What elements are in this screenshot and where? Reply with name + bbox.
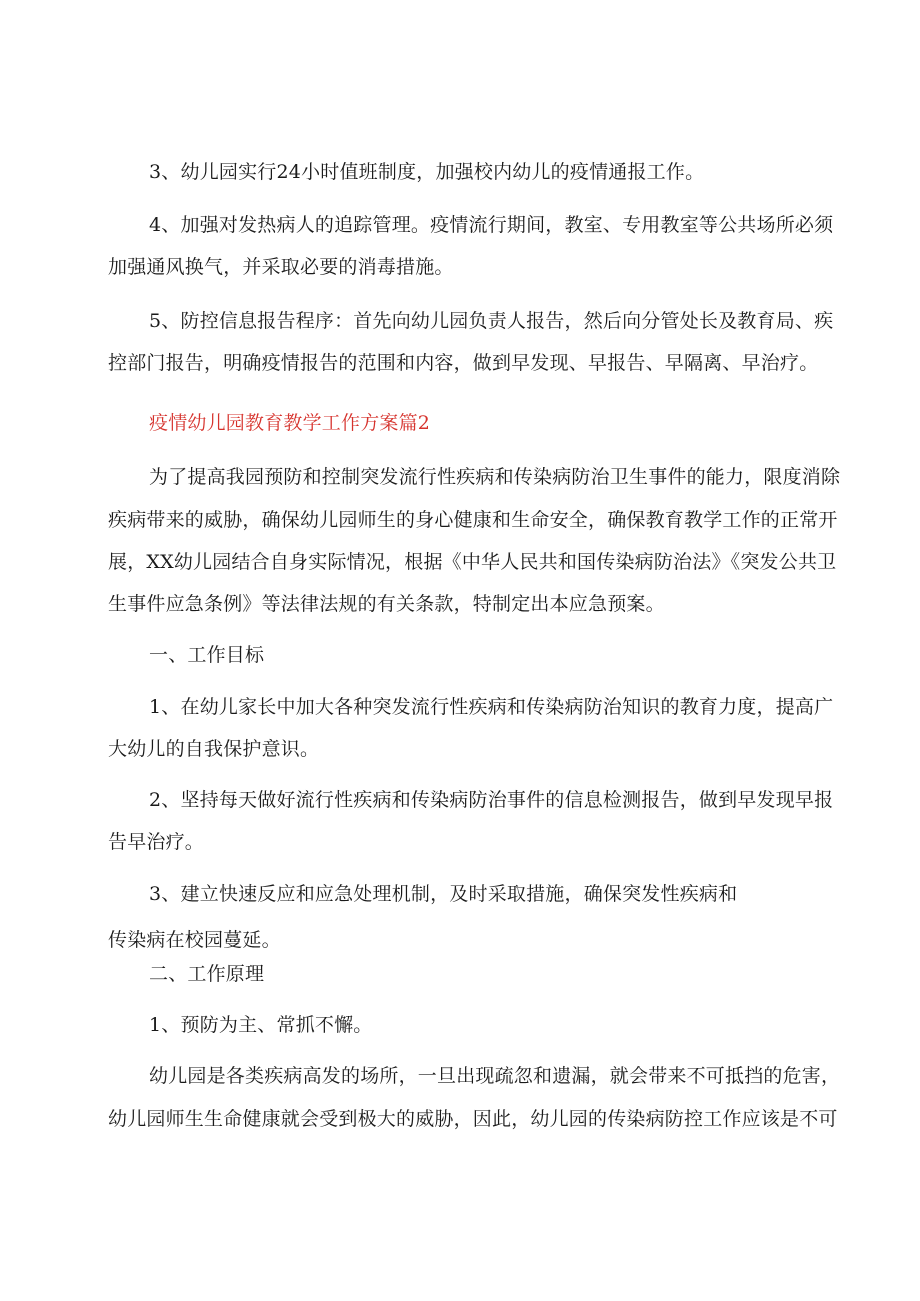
paragraph-item-5-line-2: 控部门报告，明确疫情报告的范围和内容，做到早发现、早报告、早隔离、早治疗。 bbox=[108, 352, 819, 374]
goal-3-line-2: 传染病在校园蔓延。 bbox=[108, 929, 281, 951]
paragraph-item-4-line-2: 加强通风换气，并采取必要的消毒措施。 bbox=[108, 256, 454, 278]
subheading-work-principles: 二、工作原理 bbox=[149, 963, 265, 985]
principle-1: 1、预防为主、常抓不懈。 bbox=[149, 1014, 373, 1036]
body-paragraph-line-2: 幼儿园师生生命健康就会受到极大的威胁，因此，幼儿园的传染病防控工作应该是不可 bbox=[108, 1108, 838, 1130]
intro-paragraph-line-3: 展，XX幼儿园结合自身实际情况，根据《中华人民共和国传染病防治法》《突发公共卫 bbox=[108, 551, 837, 573]
paragraph-item-5-line-1: 5、防控信息报告程序：首先向幼儿园负责人报告，然后向分管处长及教育局、疾 bbox=[149, 310, 834, 332]
intro-paragraph-line-2: 疾病带来的威胁，确保幼儿园师生的身心健康和生命安全，确保教育教学工作的正常开 bbox=[108, 509, 838, 531]
intro-paragraph-line-1: 为了提高我园预防和控制突发流行性疾病和传染病防治卫生事件的能力，限度消除 bbox=[149, 466, 841, 488]
goal-1-line-1: 1、在幼儿家长中加大各种突发流行性疾病和传染病防治知识的教育力度，提高广 bbox=[149, 696, 834, 718]
section-heading: 疫情幼儿园教育教学工作方案篇2 bbox=[149, 412, 431, 434]
body-paragraph-line-1: 幼儿园是各类疾病高发的场所，一旦出现疏忽和遗漏，就会带来不可抵挡的危害， bbox=[149, 1065, 841, 1087]
paragraph-item-3: 3、幼儿园实行24小时值班制度，加强校内幼儿的疫情通报工作。 bbox=[149, 161, 705, 183]
goal-2-line-2: 告早治疗。 bbox=[108, 831, 205, 853]
subheading-work-goals: 一、工作目标 bbox=[149, 644, 265, 666]
paragraph-item-4-line-1: 4、加强对发热病人的追踪管理。疫情流行期间，教室、专用教室等公共场所必须 bbox=[149, 214, 834, 236]
goal-2-line-1: 2、坚持每天做好流行性疾病和传染病防治事件的信息检测报告，做到早发现早报 bbox=[149, 789, 834, 811]
goal-1-line-2: 大幼儿的自我保护意识。 bbox=[108, 738, 320, 760]
intro-paragraph-line-4: 生事件应急条例》等法律法规的有关条款，特制定出本应急预案。 bbox=[108, 593, 665, 615]
goal-3-line-1: 3、建立快速反应和应急处理机制，及时采取措施，确保突发性疾病和 bbox=[149, 883, 738, 905]
